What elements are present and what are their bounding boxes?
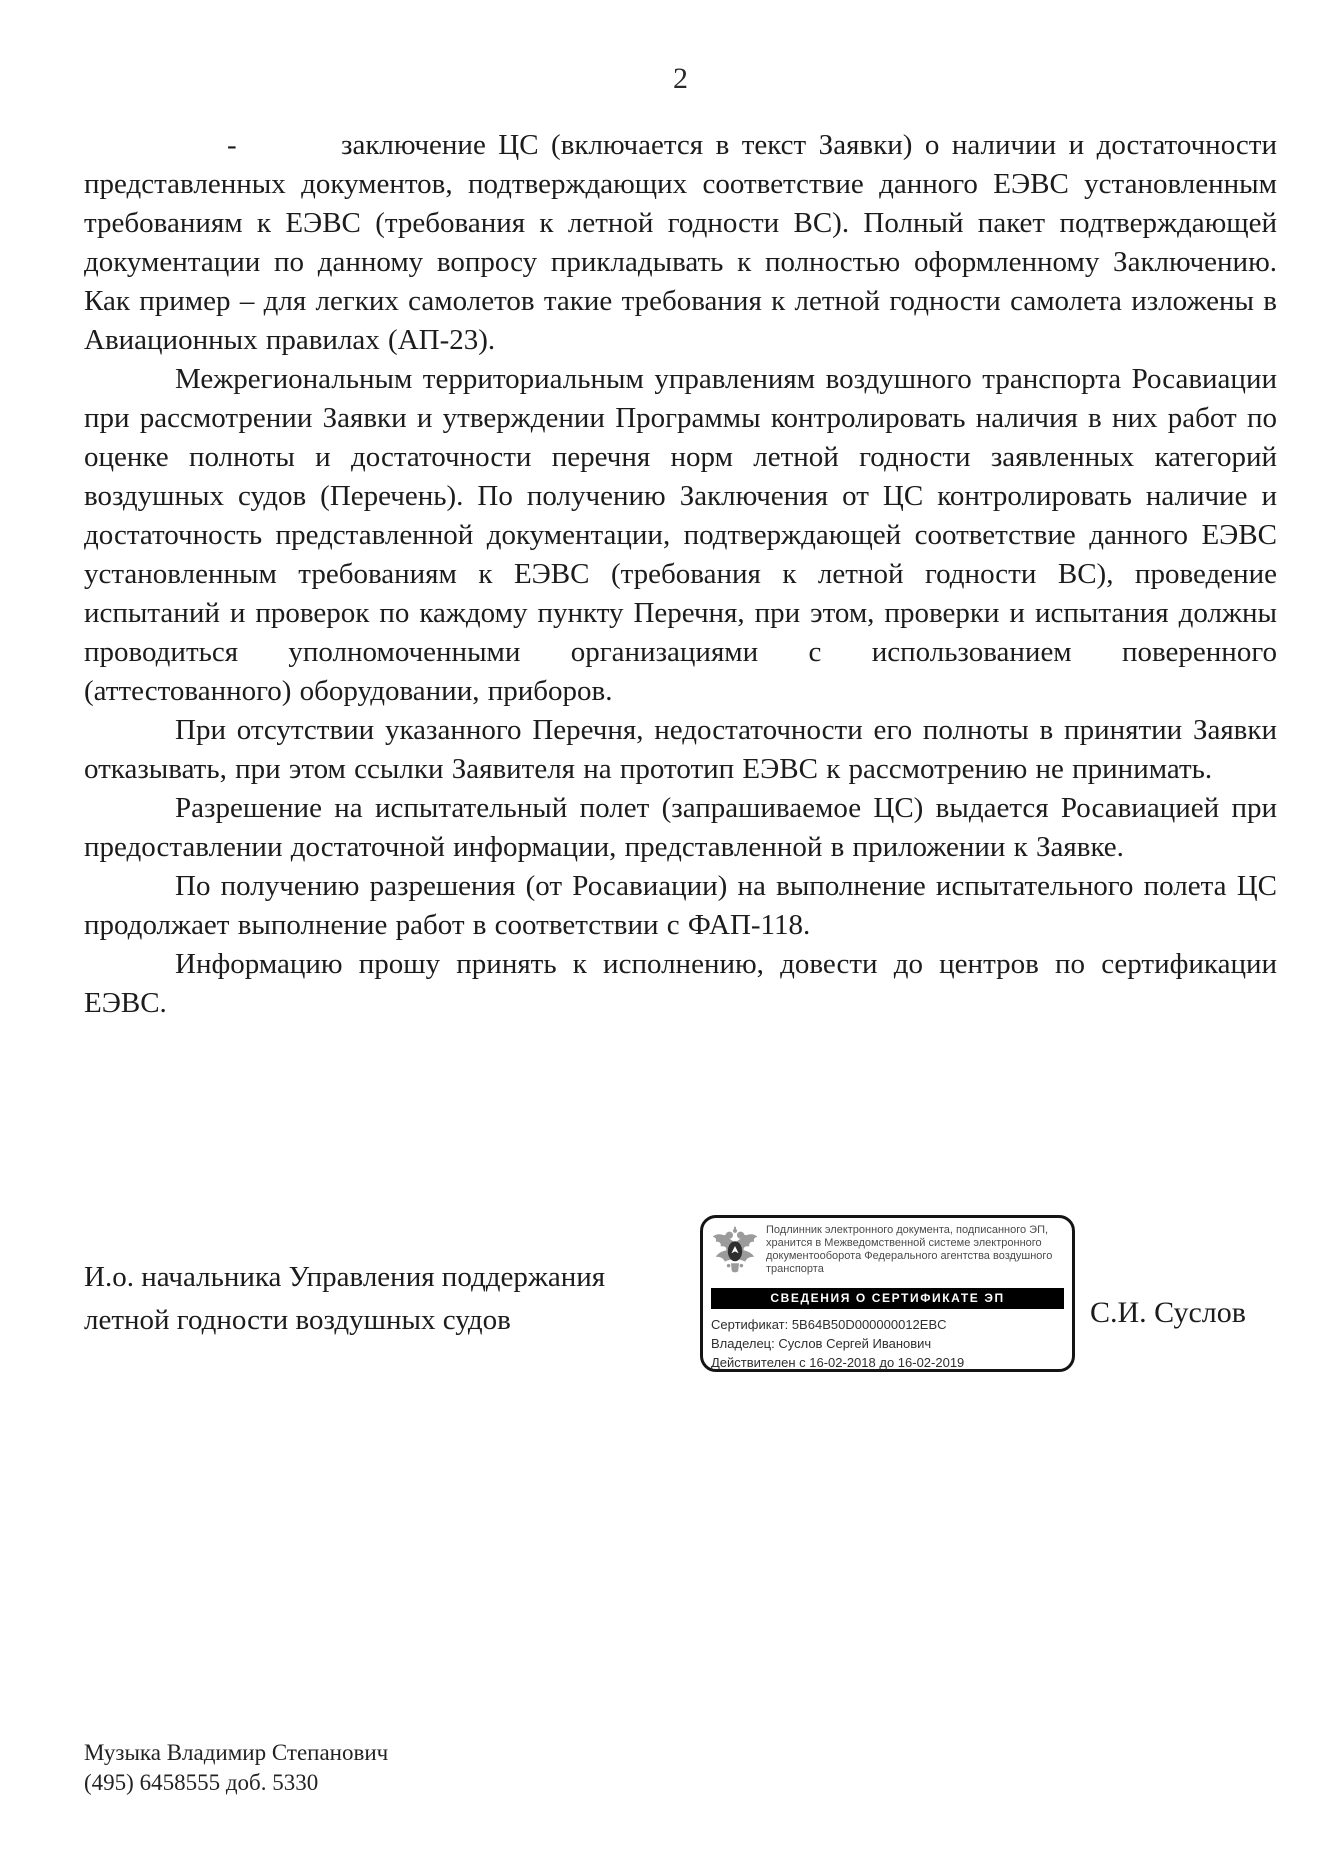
contact-phone: (495) 6458555 доб. 5330 — [84, 1770, 319, 1795]
paragraph-1 — [84, 126, 1277, 360]
document-body — [84, 126, 1277, 1023]
stamp-certificate-line: Сертификат: 5B64B50D000000012EBC — [711, 1317, 947, 1332]
signature-position — [84, 1256, 684, 1342]
signer-name: С.И. Суслов — [1090, 1296, 1246, 1329]
paragraph-5: По получению разрешения (от Росавиации) на выполнение испытательного полета ЦС продолжает выполнение работ в соответствии с ФАП-118. — [84, 870, 1277, 941]
stamp-details — [711, 1315, 1064, 1372]
digital-signature-stamp — [700, 1215, 1075, 1372]
paragraph-1-text: заключение ЦС (включается в текст Заявки) о наличии и достаточности представленных документов, подтверждающих соответствие данного ЕЭВС установленным требованиям к ЕЭВС (требования к летной годности ВС). Полный пакет подтверждающей документации по данному вопросу прикладывать к полностью оформленному Заключению. Как пример – для легких самолетов такие требования к летной годности самолета изложены в Авиационных правилах (АП-23). — [84, 129, 1277, 356]
paragraph-4: Разрешение на испытательный полет (запрашиваемое ЦС) выдается Росавиацией при предоставлении достаточной информации, представленной в приложении к Заявке. — [84, 792, 1277, 863]
footer-contact — [84, 1738, 388, 1798]
paragraph-2: Межрегиональным территориальным управлениям воздушного транспорта Росавиации при рассмотрении Заявки и утверждении Программы контролировать наличия в них работ по оценке полноты и достаточности перечня норм летной годности заявленных категорий воздушных судов (Перечень). По получению Заключения от ЦС контролировать наличие и достаточность представленной документации, подтверждающей соответствие данного ЕЭВС установленным требованиям к ЕЭВС (требования к летной годности ВС), проведение испытаний и проверок по каждому пункту Перечня, при этом, проверки и испытания должны проводиться уполномоченными организациями с использованием поверенного (аттестованного) оборудовании, приборов. — [84, 363, 1277, 707]
signature-position-line2: летной годности воздушных судов — [84, 1304, 511, 1336]
stamp-validity-line: Действителен с 16-02-2018 до 16-02-2019 — [711, 1355, 965, 1370]
stamp-header — [711, 1224, 1064, 1284]
paragraph-6: Информацию прошу принять к исполнению, довести до центров по сертификации ЕЭВС. — [84, 948, 1277, 1019]
page-number: 2 — [673, 62, 688, 95]
paragraph-3: При отсутствии указанного Перечня, недостаточности его полноты в принятии Заявки отказывать, при этом ссылки Заявителя на прототип ЕЭВС к рассмотрению не принимать. — [84, 714, 1277, 785]
stamp-header-text: Подлинник электронного документа, подписанного ЭП, хранится в Межведомственной системе электронного документооборота Федерального агентства воздушного транспорта — [766, 1224, 1053, 1275]
stamp-bar-title: СВЕДЕНИЯ О СЕРТИФИКАТЕ ЭП — [711, 1288, 1064, 1309]
double-headed-eagle-icon — [711, 1225, 759, 1284]
contact-name: Музыка Владимир Степанович — [84, 1740, 389, 1765]
stamp-owner-line: Владелец: Суслов Сергей Иванович — [711, 1336, 932, 1351]
list-dash: - — [227, 129, 237, 161]
signature-position-line1: И.о. начальника Управления поддержания — [84, 1261, 606, 1293]
